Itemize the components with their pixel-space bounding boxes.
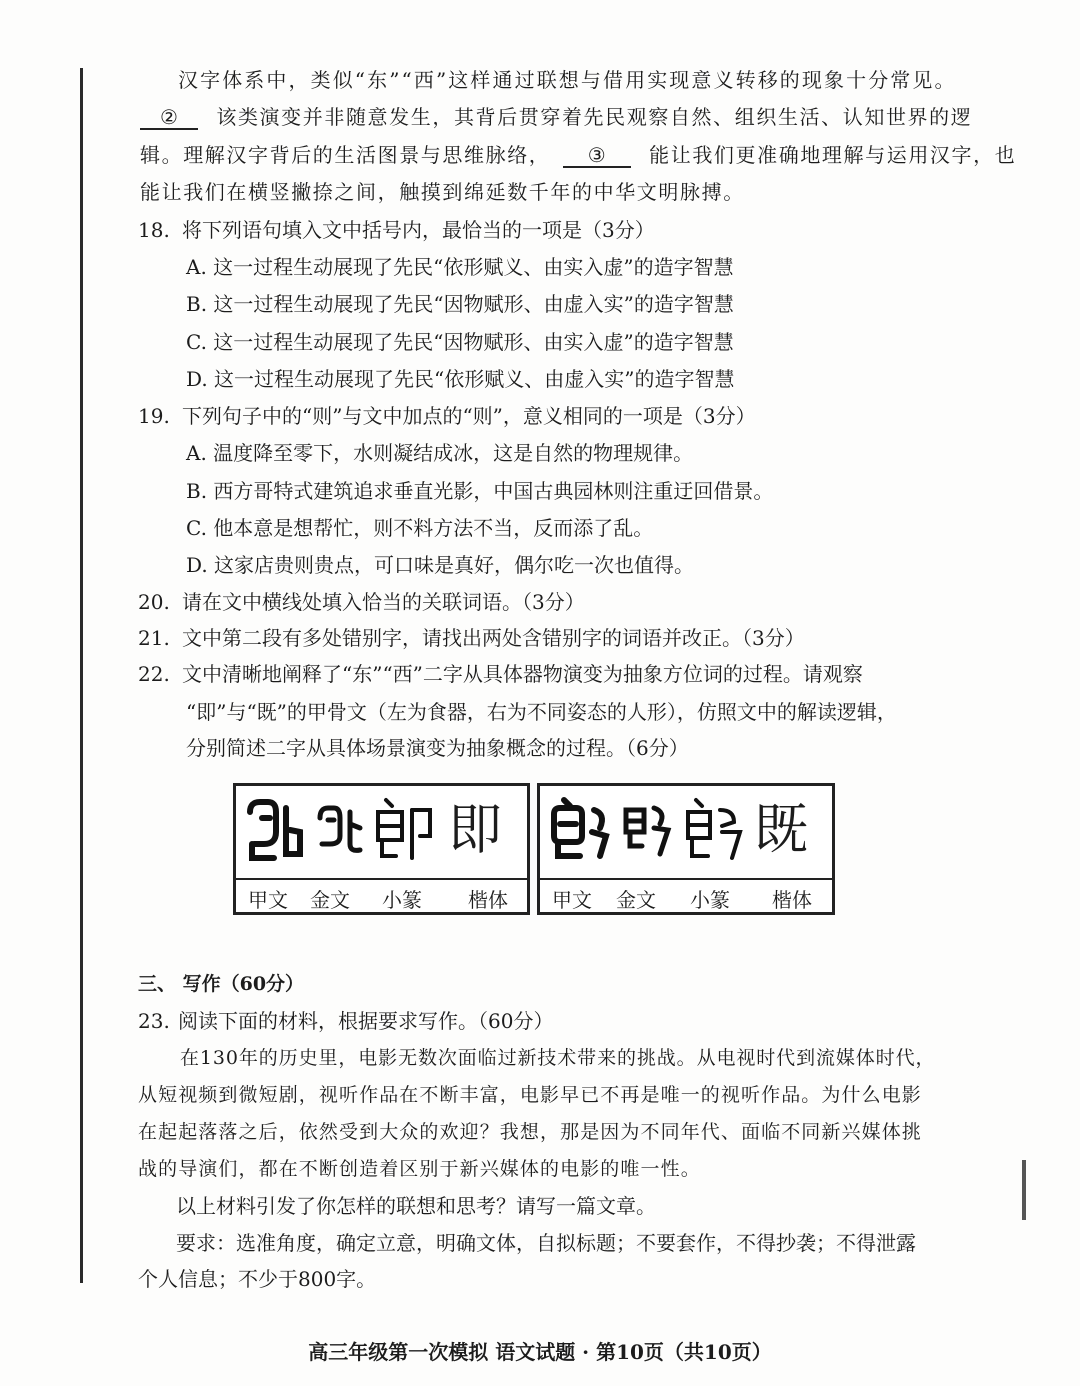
question-22 (138, 662, 863, 686)
blank-3: ③ (563, 144, 631, 168)
question-number: 20. (138, 590, 170, 614)
label-kaishu: 楷体 (468, 888, 508, 912)
option-19-c: C. 他本意是想帮忙，则不料方法不当，反而添了乱。 (186, 516, 654, 540)
passage-line-1: 汉字体系中，类似“东”“西”这样通过联想与借用实现意义转移的现象十分常见。 (178, 68, 957, 92)
writing-prompt: 以上材料引发了你怎样的联想和思考？请写一篇文章。 (176, 1194, 656, 1218)
label-bronze: 金文 (310, 888, 350, 912)
label-row (236, 878, 527, 914)
label-kaishu: 楷体 (772, 888, 812, 912)
material-line-3: 在起起落落之后，依然受到大众的欢迎？我想，那是因为不同年代、面临不同新兴媒体挑 (138, 1121, 922, 1143)
passage-line-4: 能让我们在横竖撇捺之间，触摸到绵延数千年的中华文明脉搏。 (140, 180, 745, 204)
label-oracle-bone: 甲文 (248, 888, 288, 912)
question-stem: 将下列语句填入文中括号内，最恰当的一项是（3分） (182, 218, 655, 242)
option-19-b: B. 西方哥特式建筑追求垂直光影，中国古典园林则注重迂回借景。 (186, 479, 774, 503)
bronze-glyph (620, 792, 674, 872)
question-19 (138, 404, 756, 428)
writing-requirement-line-2: 个人信息；不少于800字。 (138, 1267, 377, 1291)
question-number: 18. (138, 218, 170, 242)
material-line-4: 战的导演们，都在不断创造着区别于新兴媒体的电影的唯一性。 (138, 1158, 701, 1180)
character-table-ji (233, 783, 530, 915)
question-stem: 下列句子中的“则”与文中加点的“则”，意义相同的一项是（3分） (182, 404, 756, 428)
oracle-bone-glyph (244, 792, 306, 872)
question-stem: 文中第二段有多处错别字，请找出两处含错别字的词语并改正。（3分） (182, 626, 805, 650)
question-stem: 阅读下面的材料，根据要求写作。（60分） (178, 1009, 554, 1033)
kaishu-glyph: 即 (448, 798, 502, 861)
question-23 (138, 1009, 553, 1033)
label-bronze: 金文 (616, 888, 656, 912)
oracle-bone-glyph (548, 792, 614, 872)
character-table-jiwei (537, 783, 835, 915)
passage-line-2 (140, 105, 972, 130)
material-line-1: 在130年的历史里，电影无数次面临过新技术带来的挑战。从电视时代到流媒体时代， (180, 1047, 936, 1069)
option-18-a: A. 这一过程生动展现了先民“依形赋义、由实入虚”的造字智慧 (186, 255, 734, 279)
bronze-glyph (314, 792, 366, 872)
label-seal: 小篆 (690, 888, 730, 912)
seal-glyph (372, 792, 438, 872)
option-19-d: D. 这家店贵则贵点，可口味是真好，偶尔吃一次也值得。 (186, 553, 695, 577)
question-number: 22. (138, 662, 170, 686)
material-line-2: 从短视频到微短剧，视听作品在不断丰富，电影早已不再是唯一的视听作品。为什么电影 (138, 1084, 922, 1106)
glyph-row (540, 792, 832, 874)
seal-glyph (682, 792, 748, 872)
option-19-a: A. 温度降至零下，水则凝结成冰，这是自然的物理规律。 (186, 441, 694, 465)
label-seal: 小篆 (382, 888, 422, 912)
label-oracle-bone: 甲文 (552, 888, 592, 912)
question-18 (138, 218, 655, 242)
passage-line-3-start: 辑。理解汉字背后的生活图景与思维脉络， (140, 143, 551, 167)
blank-2: ② (140, 106, 198, 130)
question-20 (138, 590, 585, 614)
section-3-heading: 三、 写作（60分） (138, 973, 305, 995)
question-22-line-2: “即”与“既”的甲骨文（左为食器，右为不同姿态的人形），仿照文中的解读逻辑， (186, 700, 897, 724)
option-18-d: D. 这一过程生动展现了先民“依形赋义、由虚入实”的造字智慧 (186, 367, 735, 391)
question-22-line-3: 分别简述二字从具体场景演变为抽象概念的过程。（6分） (186, 736, 689, 760)
question-21 (138, 626, 805, 650)
question-number: 21. (138, 626, 170, 650)
page-footer: 高三年级第一次模拟 语文试题 · 第10页（共10页） (308, 1340, 772, 1364)
binding-margin-line (80, 68, 83, 1283)
kaishu-glyph: 既 (754, 798, 808, 861)
writing-requirement-line-1: 要求：选准角度，确定立意，明确文体，自拟标题；不要套作，不得抄袭；不得泄露 (176, 1231, 916, 1255)
question-number: 23. (138, 1009, 170, 1033)
passage-line-3 (140, 143, 1016, 168)
question-number: 19. (138, 404, 170, 428)
question-stem-line-1: 文中清晰地阐释了“东”“西”二字从具体器物演变为抽象方位词的过程。请观察 (182, 662, 863, 686)
edge-mark (1022, 1160, 1026, 1220)
option-18-b: B. 这一过程生动展现了先民“因物赋形、由虚入实”的造字智慧 (186, 292, 734, 316)
glyph-row (236, 792, 527, 874)
passage-line-3-rest: 能让我们更准确地理解与运用汉字，也 (649, 143, 1017, 167)
question-stem: 请在文中横线处填入恰当的关联词语。（3分） (182, 590, 585, 614)
label-row (540, 878, 832, 914)
passage-line-2-text: 该类演变并非随意发生，其背后贯穿着先民观察自然、组织生活、认知世界的逻 (216, 105, 973, 129)
option-18-c: C. 这一过程生动展现了先民“因物赋形、由实入虚”的造字智慧 (186, 330, 734, 354)
